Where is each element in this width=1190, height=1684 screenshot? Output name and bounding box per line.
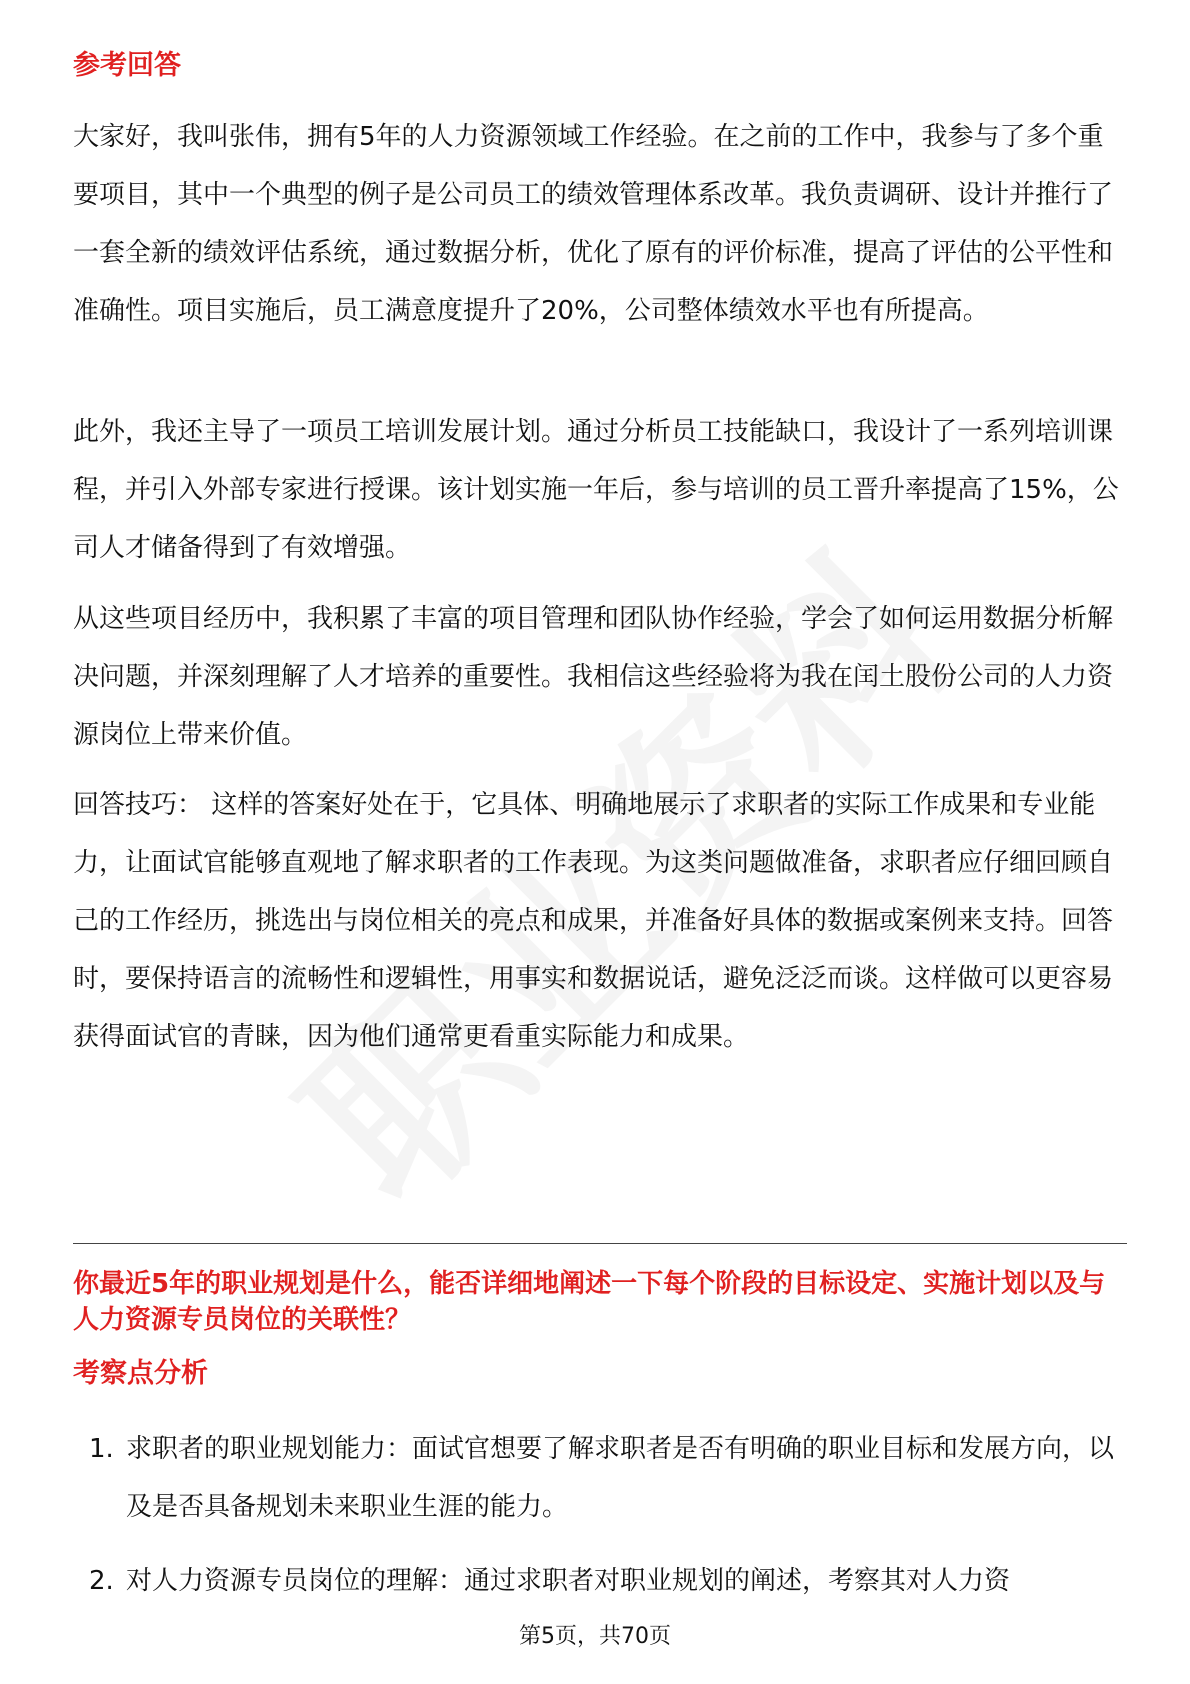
- section-divider: [73, 1243, 1127, 1244]
- list-item: [73, 1552, 1127, 1610]
- analysis-list: [73, 1420, 1127, 1610]
- list-item-number: 1.: [89, 1434, 114, 1464]
- question-text: 你最近5年的职业规划是什么，能否详细地阐述一下每个阶段的目标设定、实施计划以及与人力资源专员岗位的关联性？: [73, 1269, 1106, 1335]
- list-item-number: 2.: [89, 1566, 114, 1596]
- answer-paragraph-1: 大家好，我叫张伟，拥有5年的人力资源领域工作经验。在之前的工作中，我参与了多个重要项目，其中一个典型的例子是公司员工的绩效管理体系改革。我负责调研、设计并推行了一套全新的绩效评估系统，通过数据分析，优化了原有的评价标准，提高了评估的公平性和准确性。项目实施后，员工满意度提升了20%，公司整体绩效水平也有所提高。: [73, 122, 1114, 326]
- analysis-heading: 考察点分析: [73, 1358, 208, 1389]
- list-item-text: 对人力资源专员岗位的理解：通过求职者对职业规划的阐述，考察其对人力资: [126, 1566, 1011, 1596]
- list-item: [73, 1420, 1127, 1536]
- answer-paragraph-3: 从这些项目经历中，我积累了丰富的项目管理和团队协作经验，学会了如何运用数据分析解决问题，并深刻理解了人才培养的重要性。我相信这些经验将为我在闰土股份公司的人力资源岗位上带来价值。: [73, 604, 1114, 750]
- document-page: [73, 0, 1127, 1684]
- answer-tips-paragraph: 回答技巧： 这样的答案好处在于，它具体、明确地展示了求职者的实际工作成果和专业能力，让面试官能够直观地了解求职者的工作表现。为这类问题做准备，求职者应仔细回顾自己的工作经历，挑选出与岗位相关的亮点和成果，并准备好具体的数据或案例来支持。回答时，要保持语言的流畅性和逻辑性，用事实和数据说话，避免泛泛而谈。这样做可以更容易获得面试官的青睐，因为他们通常更看重实际能力和成果。: [73, 790, 1114, 1052]
- answer-paragraph-2: 此外，我还主导了一项员工培训发展计划。通过分析员工技能缺口，我设计了一系列培训课程，并引入外部专家进行授课。该计划实施一年后，参与培训的员工晋升率提高了15%，公司人才储备得到了有效增强。: [73, 417, 1119, 563]
- list-item-text: 求职者的职业规划能力：面试官想要了解求职者是否有明确的职业目标和发展方向，以及是否具备规划未来职业生涯的能力。: [126, 1434, 1115, 1522]
- page-footer: 第5页，共70页: [519, 1624, 671, 1649]
- answer-heading: 参考回答: [73, 50, 181, 81]
